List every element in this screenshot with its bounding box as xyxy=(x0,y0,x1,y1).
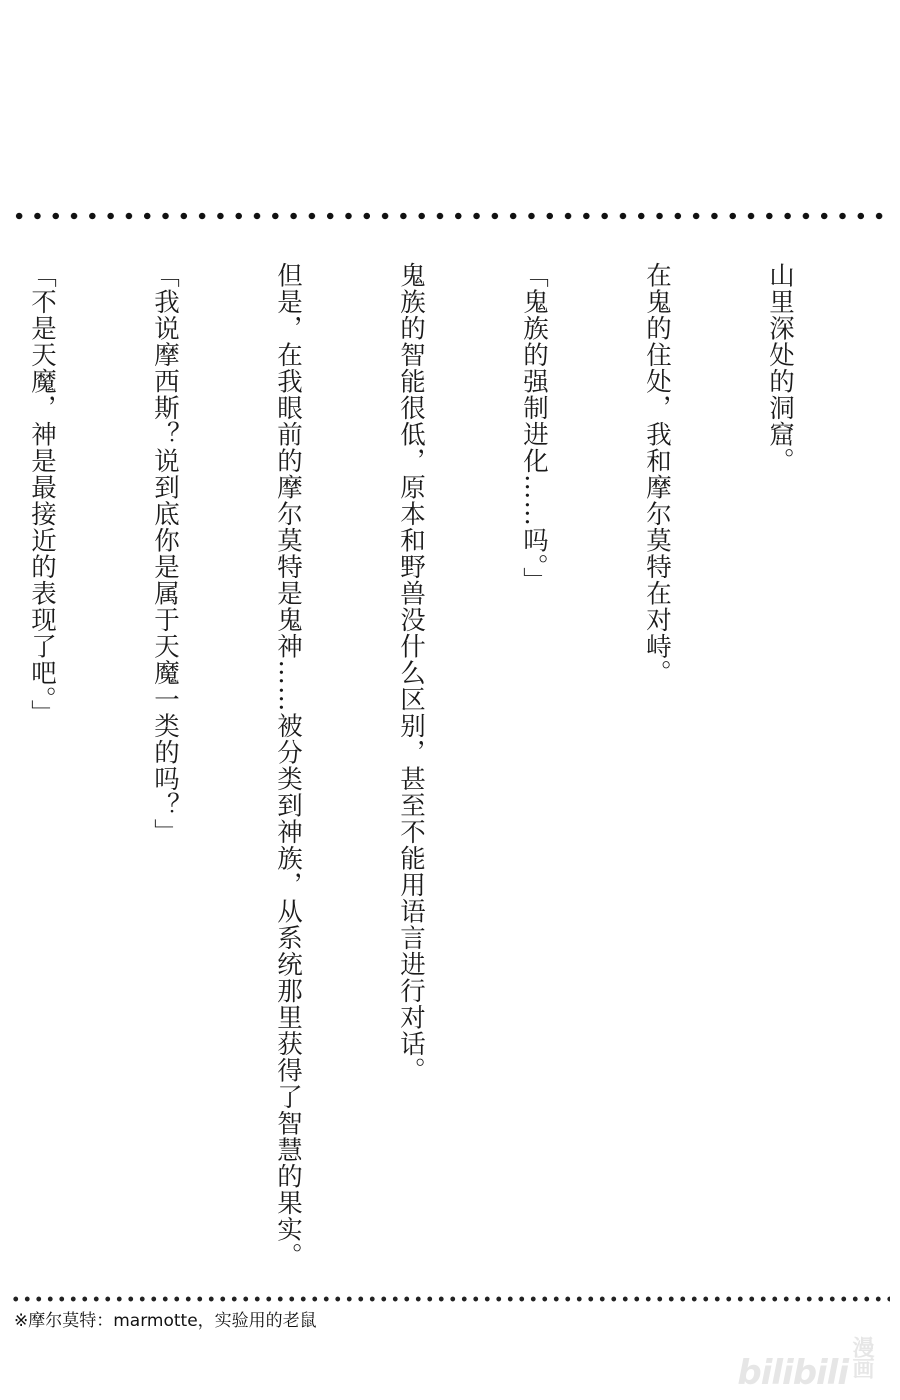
text-line: 但是，在我眼前的摩尔莫特是鬼神……被分类到神族，从系统那里获得了智慧的果实。 xyxy=(273,262,303,1269)
bilibili-manga-logo xyxy=(737,1336,872,1393)
logo-cn: 漫画 xyxy=(849,1336,874,1378)
text-line: 鬼族的智能很低，原本和野兽没什么区别，甚至不能用语言进行对话。 xyxy=(396,262,426,1084)
text-line: 在鬼的住处，我和摩尔莫特在对峙。 xyxy=(642,262,672,686)
text-line: 「鬼族的强制进化……吗。」 xyxy=(519,262,549,594)
novel-text-body xyxy=(12,262,882,1282)
text-line: 山里深处的洞窟。 xyxy=(765,262,795,474)
dotted-divider-bottom xyxy=(10,1296,890,1302)
text-line: 「不是天魔，神是最接近的表现了吧。」 xyxy=(27,262,57,727)
footnote: ※摩尔莫特：marmotte，实验用的老鼠 xyxy=(14,1311,317,1331)
text-line: 「我说摩西斯？说到底你是属于天魔一类的吗？」 xyxy=(150,262,180,845)
dotted-divider-top xyxy=(10,212,890,220)
logo-latin: bilibili xyxy=(737,1353,848,1393)
